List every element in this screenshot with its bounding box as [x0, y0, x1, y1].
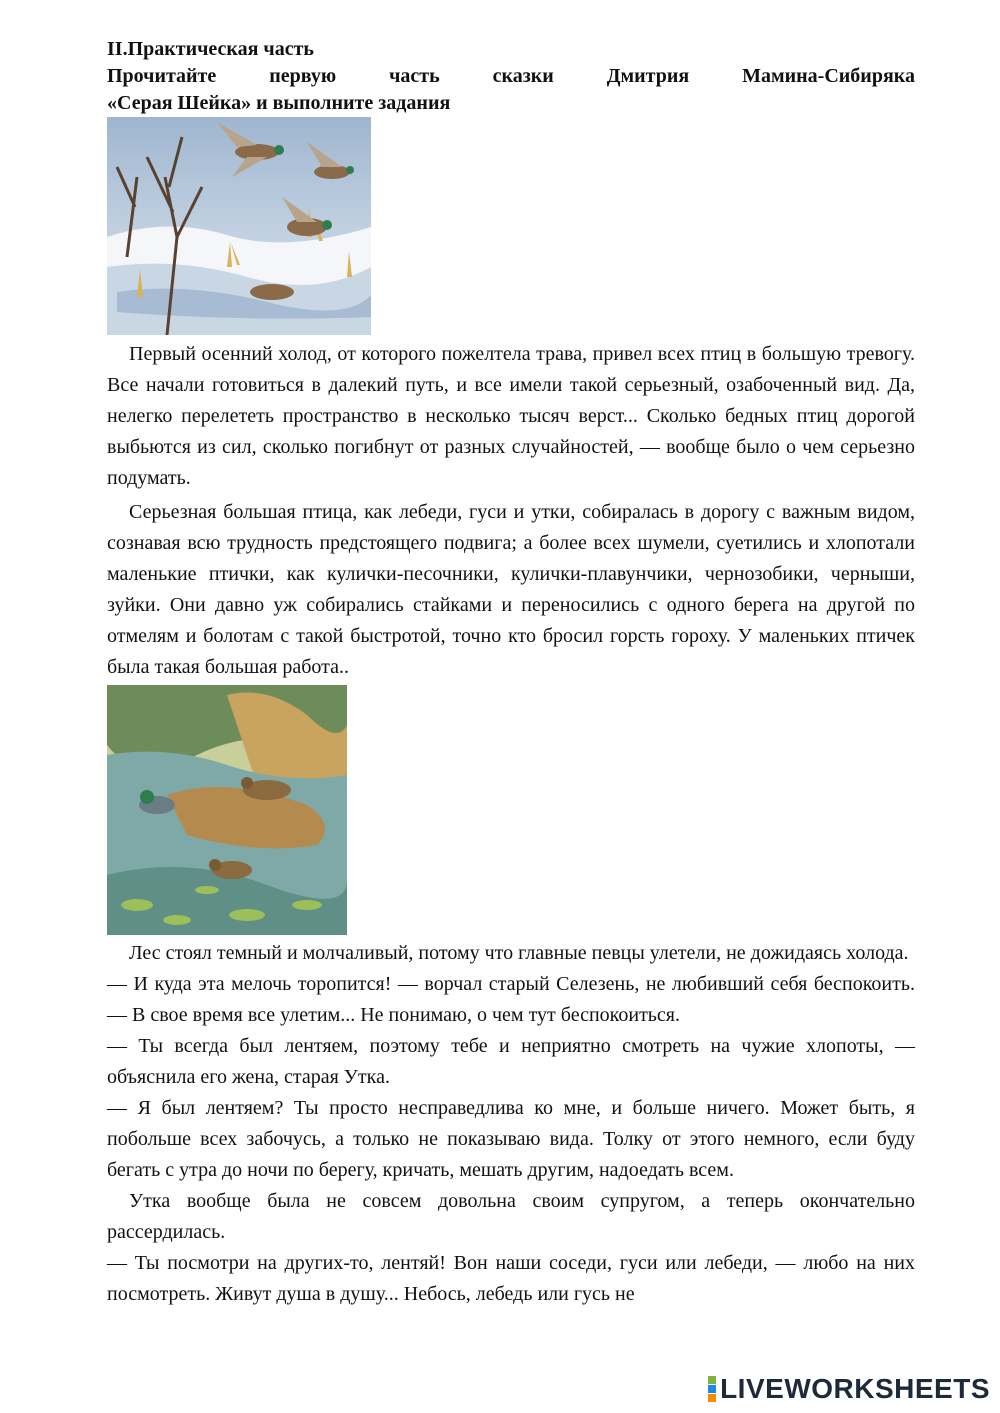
- dialogue-line: — И куда эта мелочь торопится! — ворчал старый Селезень, не любивший себя беспокоить. — В свое время все улетим... Не понимаю, о чем тут беспокоиться.: [107, 973, 915, 1026]
- dialogue-line: — Ты посмотри на других-то, лентяй! Вон наши соседи, гуси или лебеди, — любо на них посмотреть. Живут душа в душу... Небось, лебедь или гусь не: [107, 1252, 915, 1305]
- dialogue-line: — Я был лентяем? Ты просто несправедлива ко мне, и больше ничего. Может быть, я побольше всех забочусь, а только не показываю вида. Толку от этого немного, если буду бегать с утра до ночи по берегу, кричать, мешать другим, надоедать всем.: [107, 1097, 915, 1181]
- logo-icon: [708, 1376, 716, 1402]
- task-line-2: «Серая Шейка» и выполните задания: [107, 92, 451, 114]
- dialogue-line: — Ты всегда был лентяем, поэтому тебе и неприятно смотреть на чужие хлопоты, — объяснила его жена, старая Утка.: [107, 1035, 915, 1088]
- illustration-ducks-in-marsh: [107, 685, 347, 935]
- paragraph: Серьезная большая птица, как лебеди, гуси и утки, собиралась в дорогу с важным видом, сознавая всю трудность предстоящего подвига; а более всех шумели, суетились и хлопотали маленькие птички, как кулички-песочники, кулички-плавунчики, чернозобики, черныши, зуйки. Они давно уж собирались стайками и переносились с одного берега на другой по отмелям и болотам с такой быстротой, точно кто бросил горсть гороху. У маленьких птичек была такая большая работа..: [107, 501, 915, 678]
- paragraph: Утка вообще была не совсем довольна своим супругом, а теперь окончательно рассердилась.: [107, 1190, 915, 1243]
- section-title: II.Практическая часть: [107, 38, 314, 60]
- paragraph: Первый осенний холод, от которого пожелтела трава, привел всех птиц в большую тревогу. Все начали готовиться в далекий путь, и все имели такой серьезный, озабоченный вид. Да, нелегко перелететь пространство в несколько тысяч верст... Сколько бедных птиц дорогой выбьются из сил, сколько погибнут от разных случайностей, — вообще было о чем серьезно подумать.: [107, 343, 915, 489]
- worksheet-page: [107, 36, 915, 1310]
- task-line-1: Прочитайте первую часть сказки Дмитрия Мамина-Сибиряка: [107, 65, 915, 87]
- illustration-flying-ducks: [107, 117, 371, 335]
- liveworksheets-logo: [706, 1373, 992, 1405]
- paragraph: Лес стоял темный и молчаливый, потому что главные певцы улетели, не дожидаясь холода.: [129, 942, 909, 964]
- logo-text: LIVEWORKSHEETS: [720, 1373, 990, 1404]
